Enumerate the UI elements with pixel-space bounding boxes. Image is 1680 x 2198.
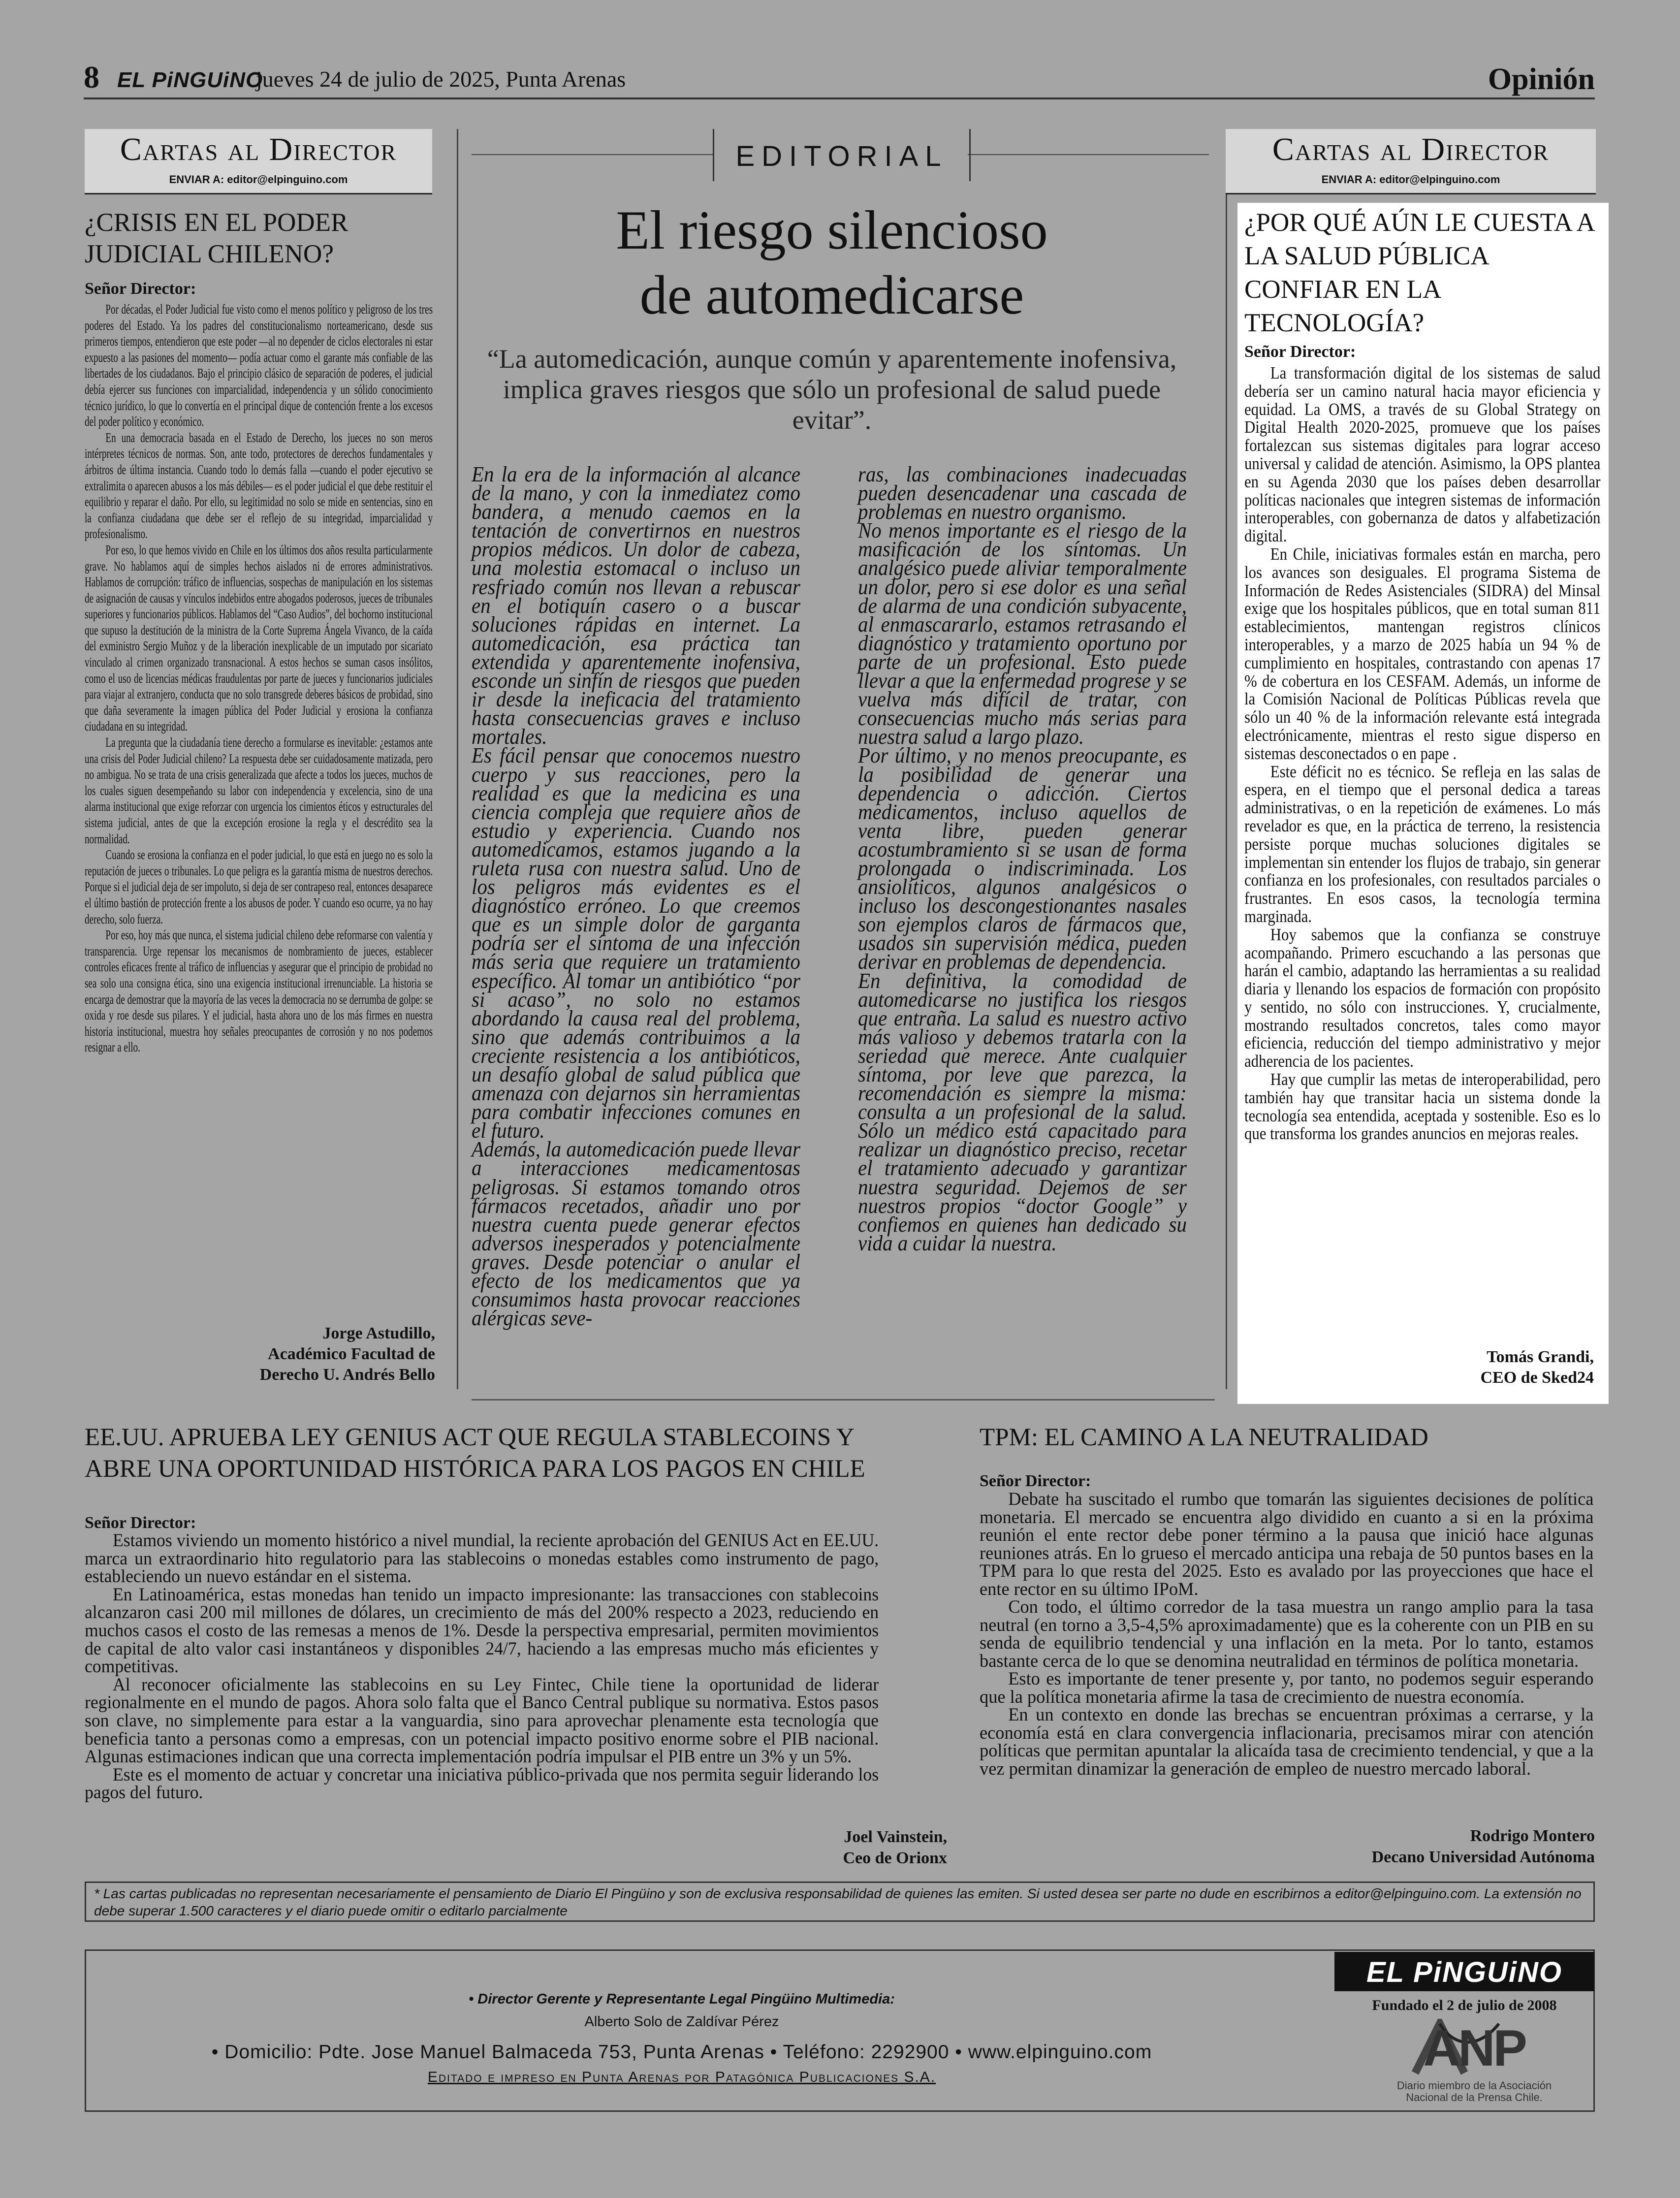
signature-name: Joel Vainstein, bbox=[844, 1828, 947, 1846]
paragraph: En Latinoamérica, estas monedas han tenido un impacto impresionante: las transacciones con stablecoins alcanzaron casi 200 mil millones de dólares, un crecimiento de más del 200% respecto a 2023, reduciendo en muchos casos el costo de las remesas a menos de 1%. Desde la perspectiva empresarial, permiten movimientos de capital de alto valor casi instantáneos y disponibles 24/7, haciendo a las empresas mucho más eficientes y competitivas. bbox=[85, 1584, 879, 1677]
signature-title: CEO de Sked24 bbox=[1480, 1369, 1594, 1387]
signature-title: Derecho U. Andrés Bello bbox=[259, 1366, 435, 1384]
paragraph: Esto es importante de tener presente y, por tanto, no podemos seguir esperando que la política monetaria afirme la tasa de crecimiento de nuestra economía. bbox=[980, 1669, 1594, 1707]
editorial-bottom-rule bbox=[472, 1399, 1215, 1401]
letter-salutation: Señor Director: bbox=[980, 1472, 1091, 1490]
letters-box-title: Cartas al Director bbox=[1272, 131, 1550, 167]
paragraph: Este déficit no es técnico. Se refleja en las salas de espera, en el tiempo que el personal dedica a tareas administrativas, o en la repetición de exámenes. Lo más revelador es que, en la práctica de terreno, la resistencia persiste porque muchas soluciones digitales se implementan sin entender los flujos de trabajo, sin generar confianza en los profesionales, con resultados parciales o frustrantes. En esos casos, la tecnología termina marginada. bbox=[1244, 762, 1601, 926]
editorial-rule-right bbox=[968, 154, 1209, 155]
paragraph: Hay que cumplir las metas de interoperabilidad, pero también hay que transitar hacia un sistema donde la tecnología sea entendida, aceptada y sostenible. Eso es lo que transforma los grandes anuncios en mejoras reales. bbox=[1244, 1070, 1601, 1144]
signature-name: Jorge Astudillo, bbox=[322, 1324, 435, 1342]
editorial-label: EDITORIAL bbox=[735, 140, 948, 172]
paragraph: En Chile, iniciativas formales están en marcha, pero los avances son desiguales. El programa Sistema de Información de Redes Asistenciales (SIDRA) del Minsal exige que los hospitales públicos, que en total suman 811 establecimientos, mantengan registros clínicos interoperables, y a marzo de 2025 había un 94 % de cumplimiento en hospitales, contrastando con apenas 17 % de cobertura en los CESFAM. Además, un informe de la Comisión Nacional de Políticas Públicas revela que sólo un 40 % de la información relevante está integrada electrónicamente, mientras el resto sigue disperso en sistemas desconectados o en pape . bbox=[1244, 544, 1601, 763]
signature-title: Ceo de Orionx bbox=[843, 1849, 947, 1867]
bottom-right-headline: TPM: EL CAMINO A LA NEUTRALIDAD bbox=[980, 1424, 1428, 1451]
letter-signature bbox=[85, 1826, 947, 1869]
signature-title: Decano Universidad Autónoma bbox=[1371, 1848, 1595, 1866]
paragraph: Hoy sabemos que la confianza se construye acompañando. Primero escuchando a las personas que harán el cambio, adaptando las herramientas a su realidad diaria y llenando los espacios de formación con propósito y sentido, no sólo con instrucciones. Y, crucialmente, mostrando resultados concretos, tales como mayor eficiencia, reducción del tiempo administrativo y mejor adherencia de los pacientes. bbox=[1244, 924, 1601, 1071]
paragraph: Por último, y no menos preocupante, es la posibilidad de generar una dependencia o adicción. Ciertos medicamentos, incluso aquellos de venta libre, pueden generar acostumbramiento si se usan de forma prolongada o indiscriminada. Los ansiolíticos, algunos analgésicos o incluso los descongestionantes nasales son ejemplos claros de fármacos que, usados sin supervisión médica, pueden derivar en problemas de dependencia. bbox=[858, 743, 1187, 974]
disclaimer-text: * Las cartas publicadas no representan necesariamente el pensamiento de Diario El Pingüino y son de exclusiva responsabilidad de quienes las emiten. Si usted desea ser parte no dude en escribirnos a editor@elpinguino.com. La extensión no debe superar 1.500 caracteres y el diario puede omitir o editarlo parcialmente bbox=[94, 1886, 1582, 1918]
signature-name: Rodrigo Montero bbox=[1470, 1827, 1595, 1845]
paragraph: Por décadas, el Poder Judicial fue visto como el menos político y peligroso de los tres poderes del Estado. Ya los padres del constitucionalismo norteamericano, desde sus primeros tiempos, entendieron que este poder —al no depender de ciclos electorales ni estar expuesto a las pasiones del momento— podía actuar como el garante más confiable de las libertades de los ciudadanos. Bajo el principio clásico de separación de poderes, el judicial debía ejercer sus funciones con imparcialidad, independencia y un sólido conocimiento técnico jurídico, lo que lo convertía en el principal dique de contención frente a los excesos del poder político y económico. bbox=[85, 302, 433, 429]
letters-box-left bbox=[85, 129, 432, 194]
footer-director-label: • Director Gerente y Representante Legal Pingüino Multimedia: bbox=[469, 1991, 895, 2007]
letter-salutation: Señor Director: bbox=[85, 280, 196, 298]
letters-box-title: Cartas al Director bbox=[120, 131, 397, 167]
letter-signature bbox=[980, 1825, 1595, 1868]
paragraph: La pregunta que la ciudadanía tiene derecho a formularse es inevitable: ¿estamos ante una crisis del Poder Judicial chileno? La respuesta debe ser cuidadosamente matizada, pero no ambigua. No se trata de una crisis generalizada que afecte a todos los jueces, muchos de los cuales siguen desempeñando su labor con independencia y excelencia, sino de una alarma institucional que exige reforzar con urgencia los cimientos éticos y estructurales del sistema judicial, antes de que la excepción erosione la regla y el descrédito sea la normalidad. bbox=[85, 735, 433, 846]
paragraph: Este es el momento de actuar y concretar una iniciativa público-privada que nos permita seguir liderando los pagos del futuro. bbox=[85, 1764, 879, 1803]
footer-address: • Domicilio: Pdte. Jose Manuel Balmaceda 753, Punta Arenas • Teléfono: 2292900 • www.elpinguino.com bbox=[211, 2041, 1152, 2063]
footer-founded: Fundado el 2 de julio de 2008 bbox=[1372, 1997, 1557, 2013]
anp-logo-text: ANP bbox=[1423, 2020, 1525, 2077]
editorial-column-1 bbox=[472, 462, 800, 1331]
editorial-rule-left bbox=[472, 154, 713, 155]
letter-headline: ¿POR QUÉ AÚN LE CUESTA A LA SALUD PÚBLICA CONFIAR EN LA TECNOLOGÍA? bbox=[1244, 208, 1594, 337]
paragraph: En la era de la información al alcance de la mano, y con la inmediatez como bandera, a menudo caemos en la tentación de convertirnos en nuestros propios médicos. Un dolor de cabeza, una molestia estomacal o incluso un resfriado común nos llevan a rebuscar en el botiquín casero o a buscar soluciones rápidas en internet. La automedicación, esa práctica tan extendida y aparentemente inofensiva, esconde un sinfín de riesgos que pueden ir desde la ineficacia del tratamiento hasta consecuencias graves e incluso mortales. bbox=[472, 462, 800, 749]
letters-box-right bbox=[1226, 129, 1596, 194]
column-rule bbox=[1226, 129, 1227, 1389]
anp-caption-line: Nacional de la Prensa Chile. bbox=[1406, 2091, 1543, 2103]
letter-salutation: Señor Director: bbox=[1244, 343, 1356, 361]
footer-director-name: Alberto Solo de Zaldívar Pérez bbox=[584, 2014, 779, 2030]
headline-line: de automedicarse bbox=[639, 265, 1024, 326]
page-number: 8 bbox=[84, 60, 99, 95]
masthead-small: EL PiNGUiNO bbox=[117, 68, 263, 92]
dateline: jueves 24 de julio de 2025, Punta Arenas bbox=[256, 66, 626, 92]
letter-body-right bbox=[1244, 364, 1600, 1143]
section-label: Opinión bbox=[1488, 63, 1595, 96]
letter-body-left bbox=[85, 301, 433, 1055]
column-rule bbox=[457, 129, 458, 1389]
footer-logo bbox=[1334, 1952, 1594, 1991]
editorial-pull-quote: “La automedicación, aunque común y aparentemente inofensiva, implica graves riesgos que sólo un profesional de salud puede evitar”. bbox=[487, 344, 1177, 435]
paragraph: Al reconocer oficialmente las stablecoins en su Ley Fintec, Chile tiene la oportunidad de liderar regionalmente en el mundo de pagos. Ahora solo falta que el Banco Central publique su normativa. Estos pasos son clave, no simplemente para estar a la vanguardia, sino para aprovechar plenamente esta tecnología que beneficia tanto a personas como a empresas, con un potencial impacto positivo enorme sobre el PIB nacional. Algunas estimaciones indican que una correcta implementación podría impulsar el PIB entre un 3% y un 5%. bbox=[85, 1674, 879, 1767]
editorial-headline bbox=[463, 198, 1201, 328]
paragraph: Por eso, hoy más que nunca, el sistema judicial chileno debe reformarse con valentía y transparencia. Urge repensar los mecanismos de nombramiento de jueces, establecer controles eficaces frente al tráfico de influencias y asegurar que el principio de probidad no sea solo una consigna ética, sino una exigencia institucional irrenunciable. La historia se encarga de demostrar que la mayoría de las veces la democracia no se derrumba de golpe: se oxida y roe desde sus pilares. Y el judicial, hasta ahora uno de los más firmes en nuestra historia institucional, muestra hoy señales preocupantes de corrosión y no nos podemos resignar a ello. bbox=[85, 927, 433, 1055]
anp-caption-line: Diario miembro de la Asociación bbox=[1396, 2079, 1552, 2092]
signature-name: Tomás Grandi, bbox=[1487, 1348, 1594, 1366]
paragraph: Cuando se erosiona la confianza en el poder judicial, lo que está en juego no es solo la reputación de jueces o tribunales. Lo que peligra es la garantía misma de nuestros derechos. Porque si el judicial deja de ser impoluto, si deja de ser contrapeso real, entonces desaparece el último bastión de protección frente a los abusos de poder. Y cuando eso ocurre, ya no hay derecho, solo fuerza. bbox=[85, 847, 433, 926]
anp-caption bbox=[1366, 2080, 1583, 2103]
bottom-right-body bbox=[980, 1491, 1593, 1778]
editorial-label-box bbox=[713, 129, 971, 181]
letters-box-email: ENVIAR A: editor@elpinguino.com bbox=[169, 173, 348, 186]
paragraph: En un contexto en donde las brechas se encuentran próximas a cerrarse, y la economía está en clara convergencia inflacionaria, precisamos mirar con atención políticas que permitan apuntalar la alicaída tasa de crecimiento tendencial, y que a la vez permitan dinamizar la generación de empleo de nuestro mercado laboral. bbox=[980, 1705, 1594, 1779]
page-header bbox=[84, 59, 1595, 103]
letter-signature bbox=[85, 1323, 435, 1385]
footer-printed-by: Editado e impreso en Punta Arenas por Patagónica Publicaciones S.A. bbox=[427, 2069, 936, 2085]
paragraph: No menos importante es el riesgo de la masificación de los síntomas. Un analgésico puede aliviar temporalmente un dolor, pero si ese dolor es una señal de alarma de una condición subyacente, al enmascararlo, estamos retrasando el diagnóstico y tratamiento oportuno por parte de un profesional. Esto puede llevar a que la enfermedad progrese y se vuelva más difícil de tratar, con consecuencias mucho más serias para nuestra salud a largo plazo. bbox=[858, 518, 1187, 749]
letters-box-email: ENVIAR A: editor@elpinguino.com bbox=[1321, 173, 1500, 186]
footer-box bbox=[85, 1949, 1595, 2112]
paragraph: Además, la automedicación puede llevar a interacciones medicamentosas peligrosas. Si estamos tomando otros fármacos recetados, añadir uno por nuestra cuenta puede generar efectos adversos inesperados y potencialmente graves. Desde potenciar o anular el efecto de los medicamentos que ya consumimos hasta provocar reacciones alérgicas seve- bbox=[472, 1137, 800, 1331]
letter-headline: ¿CRISIS EN EL PODER JUDICIAL CHILENO? bbox=[85, 208, 349, 268]
paragraph: En definitiva, la comodidad de automedicarse no justifica los riesgos que entraña. La salud es nuestro activo más valioso y debemos tratarla con la seriedad que merece. Ante cualquier síntoma, por leve que parezca, la recomendación es siempre la misma: consulta a un profesional de la salud. Sólo un médico está capacitado para realizar un diagnóstico preciso, recetar el tratamiento adecuado y garantizar nuestra seguridad. Dejemos de ser nuestros propios “doctor Google” y confiemos en quienes han dedicado su vida a cuidar la nuestra. bbox=[858, 968, 1187, 1255]
paragraph: Debate ha suscitado el rumbo que tomarán las siguientes decisiones de política monetaria. El mercado se encuentra algo dividido en cuanto a si en la próxima reunión el ente rector debe poner término a la pausa que inició hace algunas reuniones atrás. En lo grueso el mercado anticipa una rebaja de 50 puntos bases en la TPM para lo que resta del 2025. Esto es avalado por las proyecciones que hace el ente rector en su último IPoM. bbox=[980, 1489, 1594, 1599]
header-rule bbox=[84, 97, 1595, 99]
paragraph: ras, las combinaciones inadecuadas pueden desencadenar una cascada de problemas en nuestro organismo. bbox=[858, 462, 1187, 524]
bottom-left-headline bbox=[85, 1422, 981, 1485]
paragraph: Por eso, lo que hemos vivido en Chile en los últimos dos años resulta particularmente grave. No hablamos aquí de simples hechos aislados ni de errores administrativos. Hablamos de corrupción: tráfico de influencias, sospechas de manipulación en los sistemas de asignación de causas y vínculos indebidos entre abogados poderosos, jueces de tribunales superiores y funcionarios públicos. Hablamos del “Caso Audios”, del bochorno institucional que supuso la destitución de la ministra de la Corte Suprema Ángela Vivanco, de la caída del exministro Sergio Muñoz y de la liberación inexplicable de un imputado por sicariato vinculado al crimen organizado transnacional. A estos hechos se suman casos insólitos, como el uso de licencias médicas fraudulentas por parte de jueces y funcionarios judiciales para viajar al extranjero, conducta que no solo transgrede deberes básicos de probidad, sino que daña severamente la imagen pública del Poder Judicial y erosiona la confianza ciudadana en su integridad. bbox=[85, 542, 433, 734]
paragraph: Es fácil pensar que conocemos nuestro cuerpo y sus reacciones, pero la realidad es que la medicina es una ciencia compleja que requiere años de estudio y experiencia. Cuando nos automedicamos, estamos jugando a la ruleta rusa con nuestra salud. Uno de los peligros más evidentes es el diagnóstico erróneo. Lo que creemos que es un simple dolor de garganta podría ser el síntoma de una infección más seria que requiere un tratamiento específico. Al tomar un antibiótico “por si acaso”, no solo no estamos abordando la causa real del problema, sino que además contribuimos a la creciente resistencia a los antibióticos, un desafío global de salud pública que amenaza con dejarnos sin herramientas para combatir infecciones comunes en el futuro. bbox=[472, 743, 800, 1143]
anp-logo bbox=[1410, 2019, 1538, 2078]
letter-signature bbox=[1244, 1347, 1594, 1388]
paragraph: Con todo, el último corredor de la tasa muestra un rango amplio para la tasa neutral (en torno a 3,5-4,5% aproximadamente) que es la coherente con un PIB en su senda de equilibrio tendencial y una inflación en la meta. Por lo tanto, estamos bastante cerca de lo que se denomina neutralidad en términos de política monetaria. bbox=[980, 1597, 1594, 1671]
paragraph: En una democracia basada en el Estado de Derecho, los jueces no son meros intérpretes técnicos de normas. Son, ante todo, protectores de derechos fundamentales y árbitros de última instancia. Cuando todo lo demás falla —cuando el poder ejecutivo se extralimita o aparecen abusos a los más débiles— es el poder judicial el que debe restituir el equilibrio y reparar el daño. Por ello, su legitimidad no solo se mide en sentencias, sino en la confianza ciudadana que debe ser el reflejo de su integridad, imparcialidad y profesionalismo. bbox=[85, 430, 433, 542]
letter-salutation: Señor Director: bbox=[85, 1514, 196, 1532]
bottom-left-body bbox=[85, 1532, 879, 1802]
headline-line: EE.UU. APRUEBA LEY GENIUS ACT QUE REGULA STABLECOINS Y bbox=[85, 1424, 855, 1451]
footer-logo-text: EL PiNGUiNO bbox=[1366, 1956, 1562, 1988]
paragraph: Estamos viviendo un momento histórico a nivel mundial, la reciente aprobación del GENIUS Act en EE.UU. marca un extraordinario hito regulatorio para las stablecoins o monedas estables como instrumento de pago, estableciendo un nuevo estándar en el sistema. bbox=[85, 1530, 879, 1587]
editorial-column-2 bbox=[858, 462, 1187, 1255]
headline-line: El riesgo silencioso bbox=[616, 200, 1048, 261]
signature-title: Académico Facultad de bbox=[268, 1345, 435, 1363]
headline-line: ABRE UNA OPORTUNIDAD HISTÓRICA PARA LOS PAGOS EN CHILE bbox=[85, 1455, 865, 1483]
disclaimer-box bbox=[85, 1881, 1595, 1922]
paragraph: La transformación digital de los sistemas de salud debería ser un camino natural hacia mayor eficiencia y equidad. La OMS, a través de su Global Strategy on Digital Health 2020-2025, promueve que los países fortalezcan sus sistemas digitales para lograr acceso universal y calidad de atención. Asimismo, la OPS plantea en su Agenda 2030 que los países deben desarrollar políticas nacionales que integren sistemas de información interoperables, con gobernanza de datos y alfabetización digital. bbox=[1244, 363, 1601, 546]
